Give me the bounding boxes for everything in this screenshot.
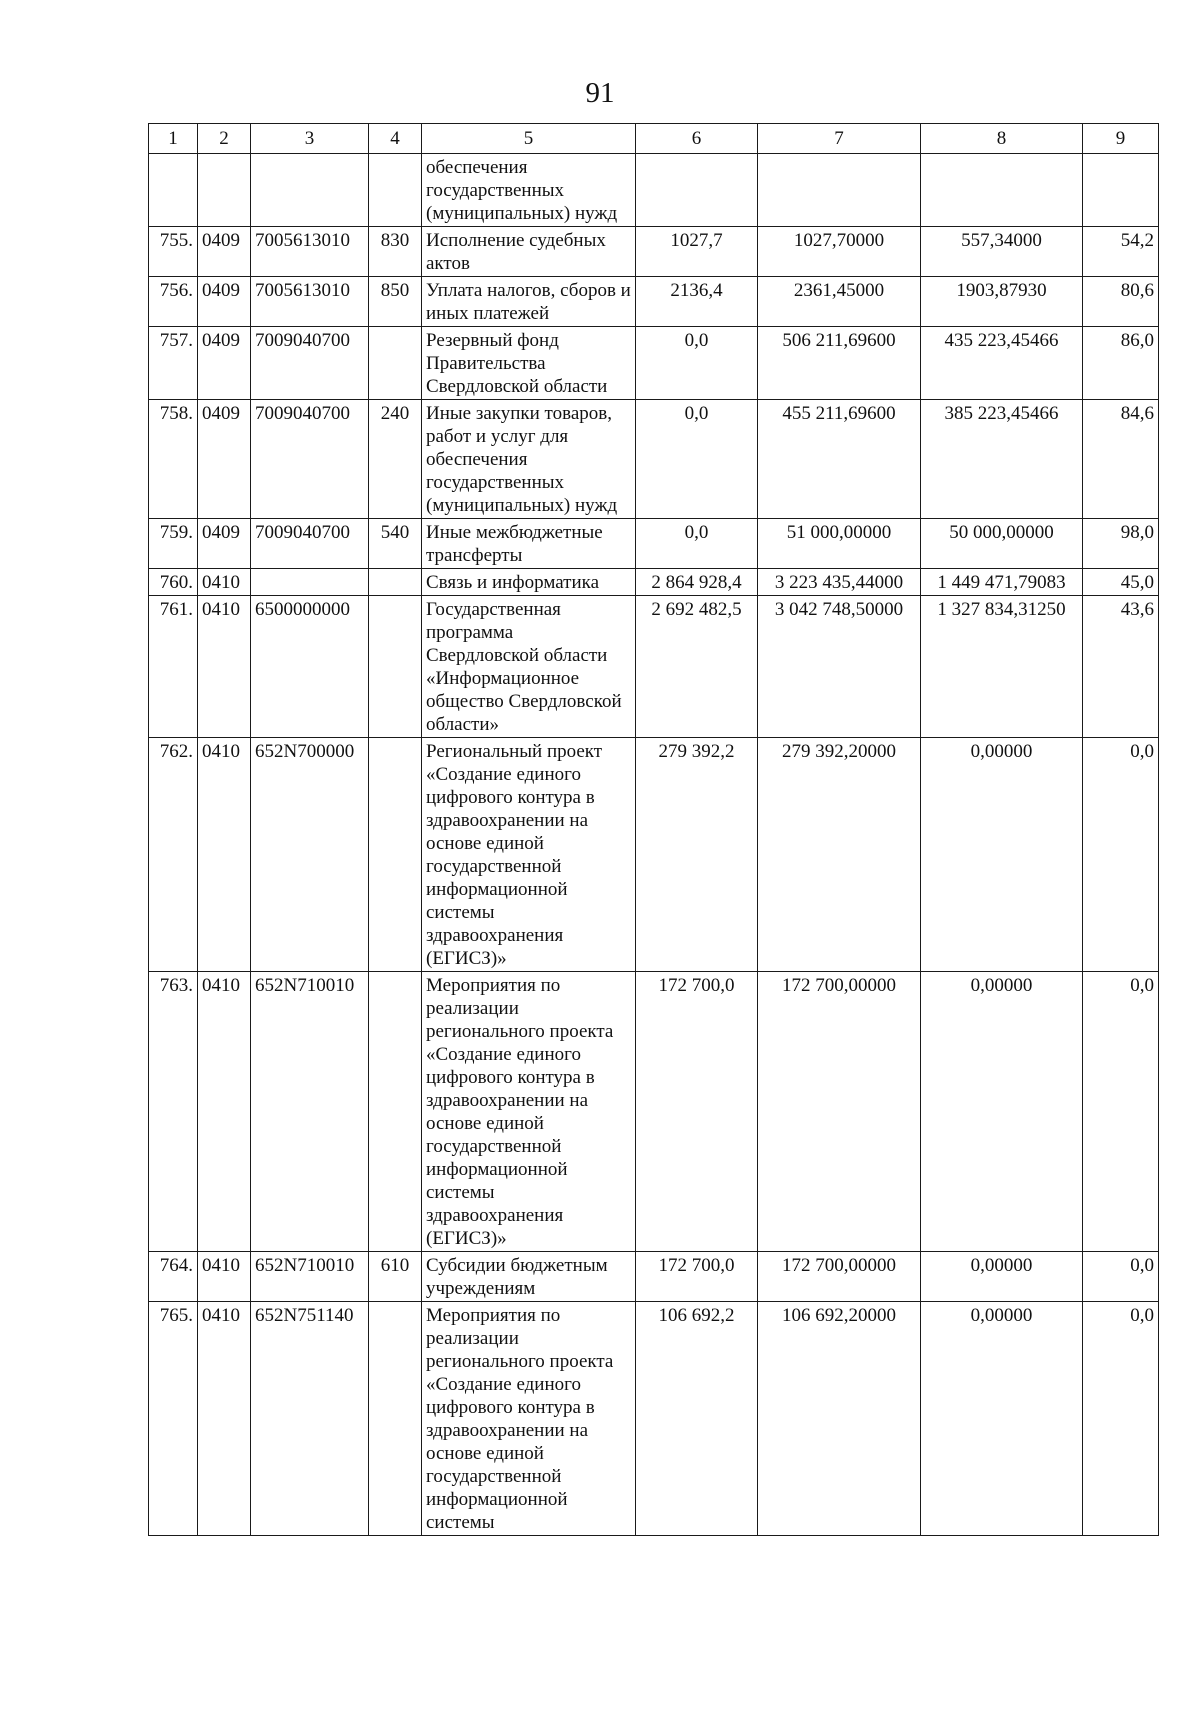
value-col6-cell: 0,0 bbox=[636, 519, 758, 569]
value-col8-cell: 0,00000 bbox=[921, 738, 1083, 972]
row-number-cell: 757. bbox=[149, 327, 198, 400]
section-code-cell: 0410 bbox=[198, 569, 251, 596]
value-col8-cell: 435 223,45466 bbox=[921, 327, 1083, 400]
table-header-row bbox=[149, 124, 1159, 154]
section-code-cell: 0409 bbox=[198, 400, 251, 519]
value-col7-cell: 506 211,69600 bbox=[758, 327, 921, 400]
item-name-cell: Уплата налогов, сборов и иных платежей bbox=[422, 277, 636, 327]
target-article-code-cell bbox=[251, 569, 369, 596]
row-number-cell: 764. bbox=[149, 1252, 198, 1302]
row-number-cell: 756. bbox=[149, 277, 198, 327]
section-code-cell: 0410 bbox=[198, 596, 251, 738]
budget-table bbox=[148, 123, 1159, 1536]
expense-type-code-cell: 540 bbox=[369, 519, 422, 569]
item-name-cell: Субсидии бюджетным учреждениям bbox=[422, 1252, 636, 1302]
expense-type-code-cell bbox=[369, 1302, 422, 1536]
column-header: 7 bbox=[758, 124, 921, 154]
item-name-cell: Иные закупки товаров, работ и услуг для обеспечения государственных (муниципальных) нужд bbox=[422, 400, 636, 519]
item-name-cell: Резервный фонд Правительства Свердловской области bbox=[422, 327, 636, 400]
percent-cell: 43,6 bbox=[1083, 596, 1159, 738]
section-code-cell: 0409 bbox=[198, 327, 251, 400]
value-col6-cell: 2 692 482,5 bbox=[636, 596, 758, 738]
percent-cell: 84,6 bbox=[1083, 400, 1159, 519]
percent-cell: 80,6 bbox=[1083, 277, 1159, 327]
item-name-cell: Мероприятия по реализации регионального проекта «Создание единого цифрового контура в здравоохранении на основе единой государственной информационной системы bbox=[422, 1302, 636, 1536]
percent-cell bbox=[1083, 154, 1159, 227]
value-col7-cell: 2361,45000 bbox=[758, 277, 921, 327]
target-article-code-cell: 652N700000 bbox=[251, 738, 369, 972]
value-col8-cell: 1 327 834,31250 bbox=[921, 596, 1083, 738]
row-number-cell: 760. bbox=[149, 569, 198, 596]
expense-type-code-cell: 850 bbox=[369, 277, 422, 327]
table-row bbox=[149, 277, 1159, 327]
value-col7-cell bbox=[758, 154, 921, 227]
target-article-code-cell: 652N710010 bbox=[251, 1252, 369, 1302]
expense-type-code-cell: 240 bbox=[369, 400, 422, 519]
target-article-code-cell: 7009040700 bbox=[251, 400, 369, 519]
target-article-code-cell: 6500000000 bbox=[251, 596, 369, 738]
section-code-cell bbox=[198, 154, 251, 227]
percent-cell: 0,0 bbox=[1083, 1252, 1159, 1302]
column-header: 2 bbox=[198, 124, 251, 154]
value-col7-cell: 172 700,00000 bbox=[758, 972, 921, 1252]
target-article-code-cell: 7009040700 bbox=[251, 327, 369, 400]
value-col7-cell: 279 392,20000 bbox=[758, 738, 921, 972]
column-header: 4 bbox=[369, 124, 422, 154]
row-number-cell: 758. bbox=[149, 400, 198, 519]
expense-type-code-cell bbox=[369, 327, 422, 400]
value-col8-cell: 1 449 471,79083 bbox=[921, 569, 1083, 596]
value-col8-cell bbox=[921, 154, 1083, 227]
value-col7-cell: 106 692,20000 bbox=[758, 1302, 921, 1536]
value-col8-cell: 50 000,00000 bbox=[921, 519, 1083, 569]
percent-cell: 98,0 bbox=[1083, 519, 1159, 569]
target-article-code-cell bbox=[251, 154, 369, 227]
column-header: 1 bbox=[149, 124, 198, 154]
table-row bbox=[149, 227, 1159, 277]
target-article-code-cell: 652N710010 bbox=[251, 972, 369, 1252]
column-header: 5 bbox=[422, 124, 636, 154]
value-col8-cell: 0,00000 bbox=[921, 1302, 1083, 1536]
value-col6-cell: 1027,7 bbox=[636, 227, 758, 277]
value-col7-cell: 172 700,00000 bbox=[758, 1252, 921, 1302]
column-header: 6 bbox=[636, 124, 758, 154]
value-col6-cell: 0,0 bbox=[636, 400, 758, 519]
row-number-cell: 755. bbox=[149, 227, 198, 277]
table-row bbox=[149, 400, 1159, 519]
item-name-cell: Исполнение судебных актов bbox=[422, 227, 636, 277]
section-code-cell: 0409 bbox=[198, 227, 251, 277]
section-code-cell: 0410 bbox=[198, 738, 251, 972]
expense-type-code-cell bbox=[369, 596, 422, 738]
value-col8-cell: 0,00000 bbox=[921, 972, 1083, 1252]
section-code-cell: 0410 bbox=[198, 1252, 251, 1302]
expense-type-code-cell bbox=[369, 154, 422, 227]
value-col6-cell: 279 392,2 bbox=[636, 738, 758, 972]
percent-cell: 54,2 bbox=[1083, 227, 1159, 277]
item-name-cell: Государственная программа Свердловской области «Информационное общество Свердловской области» bbox=[422, 596, 636, 738]
column-header: 9 bbox=[1083, 124, 1159, 154]
value-col7-cell: 51 000,00000 bbox=[758, 519, 921, 569]
row-number-cell: 759. bbox=[149, 519, 198, 569]
value-col7-cell: 455 211,69600 bbox=[758, 400, 921, 519]
table-row bbox=[149, 972, 1159, 1252]
item-name-cell: Региональный проект «Создание единого цифрового контура в здравоохранении на основе единой государственной информационной системы здравоохранения (ЕГИСЗ)» bbox=[422, 738, 636, 972]
row-number-cell bbox=[149, 154, 198, 227]
target-article-code-cell: 7005613010 bbox=[251, 277, 369, 327]
value-col8-cell: 557,34000 bbox=[921, 227, 1083, 277]
row-number-cell: 763. bbox=[149, 972, 198, 1252]
table-row bbox=[149, 327, 1159, 400]
expense-type-code-cell bbox=[369, 972, 422, 1252]
percent-cell: 0,0 bbox=[1083, 972, 1159, 1252]
value-col6-cell: 0,0 bbox=[636, 327, 758, 400]
target-article-code-cell: 652N751140 bbox=[251, 1302, 369, 1536]
table-row bbox=[149, 154, 1159, 227]
expense-type-code-cell bbox=[369, 738, 422, 972]
value-col8-cell: 0,00000 bbox=[921, 1252, 1083, 1302]
value-col6-cell: 2 864 928,4 bbox=[636, 569, 758, 596]
row-number-cell: 761. bbox=[149, 596, 198, 738]
percent-cell: 0,0 bbox=[1083, 1302, 1159, 1536]
table-row bbox=[149, 596, 1159, 738]
percent-cell: 45,0 bbox=[1083, 569, 1159, 596]
table-row bbox=[149, 738, 1159, 972]
section-code-cell: 0410 bbox=[198, 1302, 251, 1536]
value-col6-cell: 106 692,2 bbox=[636, 1302, 758, 1536]
expense-type-code-cell bbox=[369, 569, 422, 596]
value-col6-cell: 2136,4 bbox=[636, 277, 758, 327]
table-row bbox=[149, 569, 1159, 596]
section-code-cell: 0410 bbox=[198, 972, 251, 1252]
value-col8-cell: 385 223,45466 bbox=[921, 400, 1083, 519]
percent-cell: 86,0 bbox=[1083, 327, 1159, 400]
value-col6-cell: 172 700,0 bbox=[636, 1252, 758, 1302]
percent-cell: 0,0 bbox=[1083, 738, 1159, 972]
target-article-code-cell: 7009040700 bbox=[251, 519, 369, 569]
column-header: 8 bbox=[921, 124, 1083, 154]
target-article-code-cell: 7005613010 bbox=[251, 227, 369, 277]
item-name-cell: Иные межбюджетные трансферты bbox=[422, 519, 636, 569]
value-col6-cell bbox=[636, 154, 758, 227]
table-row bbox=[149, 1252, 1159, 1302]
expense-type-code-cell: 610 bbox=[369, 1252, 422, 1302]
item-name-cell: Связь и информатика bbox=[422, 569, 636, 596]
section-code-cell: 0409 bbox=[198, 519, 251, 569]
table-row bbox=[149, 1302, 1159, 1536]
row-number-cell: 765. bbox=[149, 1302, 198, 1536]
value-col8-cell: 1903,87930 bbox=[921, 277, 1083, 327]
value-col7-cell: 3 223 435,44000 bbox=[758, 569, 921, 596]
expense-type-code-cell: 830 bbox=[369, 227, 422, 277]
value-col6-cell: 172 700,0 bbox=[636, 972, 758, 1252]
value-col7-cell: 1027,70000 bbox=[758, 227, 921, 277]
table-row bbox=[149, 519, 1159, 569]
value-col7-cell: 3 042 748,50000 bbox=[758, 596, 921, 738]
item-name-cell: Мероприятия по реализации регионального проекта «Создание единого цифрового контура в здравоохранении на основе единой государственной информационной системы здравоохранения (ЕГИСЗ)» bbox=[422, 972, 636, 1252]
row-number-cell: 762. bbox=[149, 738, 198, 972]
item-name-cell: обеспечения государственных (муниципальных) нужд bbox=[422, 154, 636, 227]
column-header: 3 bbox=[251, 124, 369, 154]
page-number: 91 bbox=[585, 77, 615, 109]
section-code-cell: 0409 bbox=[198, 277, 251, 327]
